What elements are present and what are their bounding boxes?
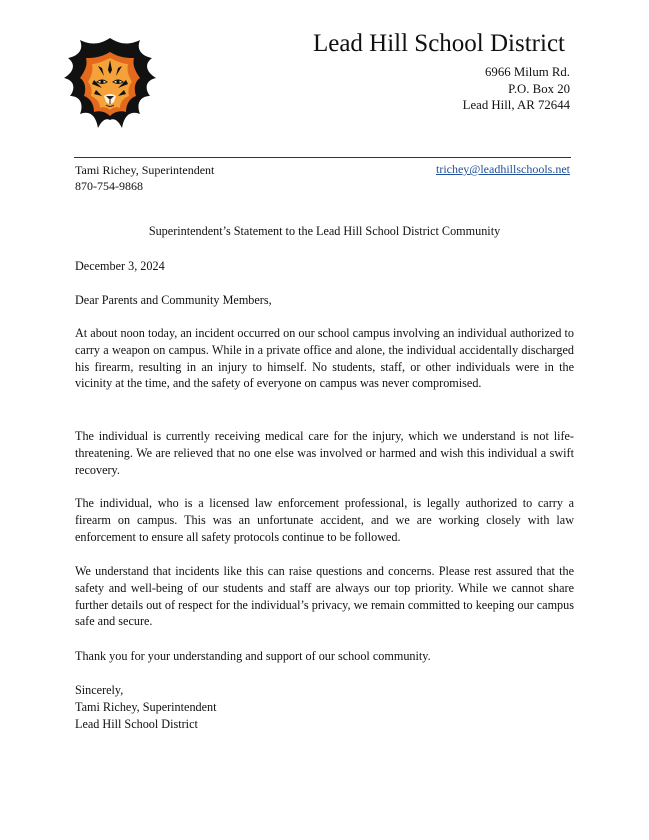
letter-paragraph: The individual, who is a licensed law enforcement professional, is legally authorized to carry a firearm on campus. This was an unfortunate accident, and we are working closely with law enforcement to ensure all safety protocols continue to be followed. [75,496,574,544]
signer-organization: Lead Hill School District [75,716,198,731]
tiger-head-icon [58,36,162,136]
letter-salutation: Dear Parents and Community Members, [75,293,272,307]
letter-paragraph: We understand that incidents like this can raise questions and concerns. Please rest assured that the safety and well-being of our students and staff are always our top priority. While we cannot share further details out of respect for the individual’s privacy, we remain committed to keeping our campus safe and secure. [75,564,574,629]
address-city-state-zip: Lead Hill, AR 72644 [462,98,570,112]
letter-date: December 3, 2024 [75,259,165,273]
address-street: 6966 Milum Rd. [485,65,570,79]
letter-closing: Sincerely, [75,683,124,697]
letter-paragraph: The individual is currently receiving medical care for the injury, which we understand is not life-threatening. We are relieved that no one else was involved or harmed and wish this individual a swift recovery. [75,429,574,477]
header-divider [74,157,571,158]
address-po-box: P.O. Box 20 [508,81,570,96]
superintendent-name: Tami Richey, Superintendent [75,163,215,177]
signer-name: Tami Richey, Superintendent [75,699,217,714]
letter-signature-block [75,682,574,732]
superintendent-contact [75,162,214,194]
letter-paragraph: At about noon today, an incident occurred on our school campus involving an individual authorized to carry a weapon on campus. While in a private office and alone, the individual accidentally discharged his firearm, resulting in an injury to himself. No students, staff, or other individuals were in the vicinity at the time, and the safety of everyone on campus was never compromised. [75,326,574,391]
district-address [463,64,570,114]
superintendent-phone: 870-754-9868 [75,179,143,193]
letter-title: Superintendent’s Statement to the Lead Hill School District Community [148,224,501,238]
letter-thanks: Thank you for your understanding and support of our school community. [75,649,431,663]
district-name: Lead Hill School District [312,30,565,57]
superintendent-email-link[interactable]: trichey@leadhillschools.net [435,162,570,176]
